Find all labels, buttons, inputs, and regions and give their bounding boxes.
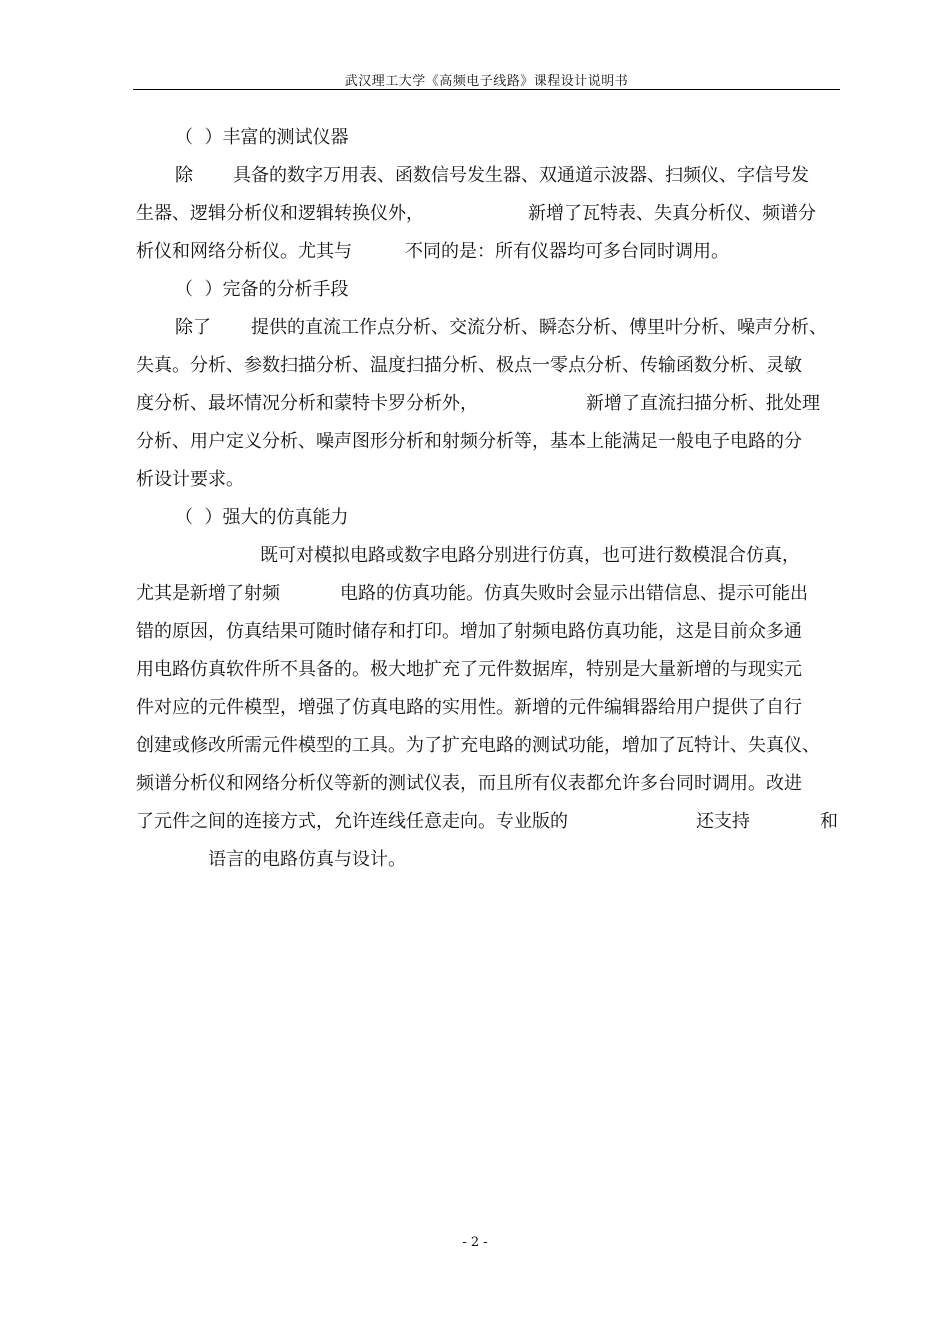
text-line: 不同的是：所有仪器均可多台同时调用。 [405,241,729,262]
text-line: 语言的电路仿真与设计。 [208,849,406,870]
text-line: （ ）丰富的测试仪器 [175,127,349,148]
text-line: 析设计要求。 [136,469,244,490]
text-line: 件对应的元件模型，增强了仿真电路的实用性。新增的元件编辑器给用户提供了自行 [136,697,802,718]
text-line: 错的原因，仿真结果可随时储存和打印。增加了射频电路仿真功能，这是目前众多通 [136,621,802,642]
text-line: 生器、逻辑分析仪和逻辑转换仪外， [136,203,424,224]
text-line: 新增了直流扫描分析、批处理 [586,393,820,414]
text-line: （ ）强大的仿真能力 [175,507,349,528]
text-line: 了元件之间的连接方式，允许连线任意走向。专业版的 [136,811,568,832]
text-line: 既可对模拟电路或数字电路分别进行仿真，也可进行数模混合仿真， [260,545,800,566]
text-line: 析仪和网络分析仪。尤其与 [136,241,352,262]
page-number: - 2 - [462,1235,488,1250]
text-line: 度分析、最坏情况分析和蒙特卡罗分析外， [136,393,478,414]
text-line: 频谱分析仪和网络分析仪等新的测试仪表，而且所有仪表都允许多台同时调用。改进 [136,773,802,794]
page-header-title: 武汉理工大学《高频电子线路》课程设计说明书 [344,74,629,89]
text-line: （ ）完备的分析手段 [175,279,349,300]
text-line: 除了 [175,317,211,338]
text-line: 尤其是新增了射频 [136,583,280,604]
text-line: 电路的仿真功能。仿真失败时会显示出错信息、提示可能出 [340,583,808,604]
text-line: 还支持 [696,811,750,832]
text-line: 失真。分析、参数扫描分析、温度扫描分析、极点一零点分析、传输函数分析、灵敏 [136,355,802,376]
header-divider [133,89,840,90]
text-line: 分析、用户定义分析、噪声图形分析和射频分析等，基本上能满足一般电子电路的分 [136,431,802,452]
text-line: 提供的直流工作点分析、交流分析、瞬态分析、傅里叶分析、噪声分析、 [251,317,827,338]
text-line: 用电路仿真软件所不具备的。极大地扩充了元件数据库，特别是大量新增的与现实元 [136,659,802,680]
text-line: 具备的数字万用表、函数信号发生器、双通道示波器、扫频仪、字信号发 [233,165,809,186]
text-line: 和 [820,811,838,832]
text-line: 新增了瓦特表、失真分析仪、频谱分 [528,203,816,224]
text-line: 除 [175,165,193,186]
text-line: 创建或修改所需元件模型的工具。为了扩充电路的测试功能，增加了瓦特计、失真仪、 [136,735,820,756]
